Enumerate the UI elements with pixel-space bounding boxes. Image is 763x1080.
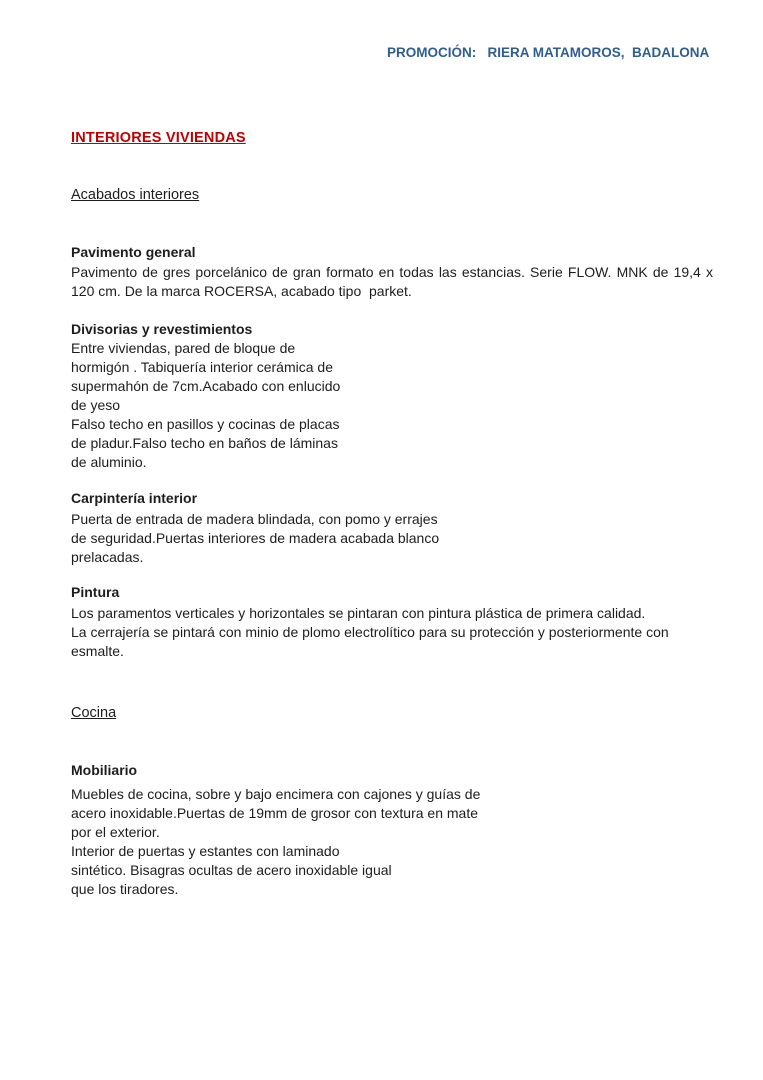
section-divisorias	[71, 320, 340, 472]
text-line: de seguridad.Puertas interiores de madera acabada blanco	[71, 530, 440, 546]
text-line: Interior de puertas y estantes con laminado	[71, 843, 340, 859]
section-heading-divisorias: Divisorias y revestimientos	[71, 321, 253, 337]
text-line: 120 cm. De la marca ROCERSA, acabado tipo parket.	[71, 283, 412, 299]
text-line: Los paramentos verticales y horizontales se pintaran con pintura plástica de primera calidad.	[71, 605, 646, 621]
section-heading-pintura: Pintura	[71, 584, 120, 600]
subsection-heading-acabados: Acabados interiores	[71, 187, 200, 203]
text-line: de aluminio.	[71, 454, 147, 470]
section-pavimento	[71, 243, 713, 301]
text-line: Puerta de entrada de madera blindada, con pomo y errajes	[71, 511, 438, 527]
text-line: Falso techo en pasillos y cocinas de placas	[71, 416, 340, 432]
paragraph-divisorias	[71, 339, 340, 472]
document-title: INTERIORES VIVIENDAS	[71, 130, 246, 146]
text-line: prelacadas.	[71, 549, 144, 565]
text-line: hormigón . Tabiquería interior cerámica de	[71, 359, 333, 375]
section-heading-mobiliario: Mobiliario	[71, 762, 138, 778]
paragraph-pavimento	[71, 263, 713, 301]
paragraph-carpinteria	[71, 510, 439, 567]
text-line: Entre viviendas, pared de bloque de	[71, 340, 296, 356]
text-line: esmalte.	[71, 643, 124, 659]
paragraph-mobiliario	[71, 785, 480, 899]
text-line: por el exterior.	[71, 824, 160, 840]
text-line: acero inoxidable.Puertas de 19mm de grosor con textura en mate	[71, 805, 479, 821]
text-line: Pavimento de gres porcelánico de gran formato en todas las estancias. Serie FLOW. MNK de 19,4 x	[71, 264, 713, 280]
section-carpinteria	[71, 489, 439, 567]
promotion-header: PROMOCIÓN: RIERA MATAMOROS, BADALONA	[387, 45, 710, 60]
section-heading-carpinteria: Carpintería interior	[71, 490, 198, 506]
text-line: La cerrajería se pintará con minio de plomo electrolítico para su protección y posteriormente con	[71, 624, 669, 640]
section-pintura	[71, 583, 669, 661]
paragraph-pintura	[71, 604, 669, 661]
section-mobiliario	[71, 761, 480, 899]
section-heading-pavimento: Pavimento general	[71, 244, 196, 260]
subsection-heading-cocina: Cocina	[71, 705, 117, 721]
text-line: Muebles de cocina, sobre y bajo encimera con cajones y guías de	[71, 786, 481, 802]
text-line: de yeso	[71, 397, 121, 413]
text-line: que los tiradores.	[71, 881, 179, 897]
text-line: supermahón de 7cm.Acabado con enlucido	[71, 378, 341, 394]
text-line: sintético. Bisagras ocultas de acero inoxidable igual	[71, 862, 392, 878]
text-line: de pladur.Falso techo en baños de láminas	[71, 435, 338, 451]
